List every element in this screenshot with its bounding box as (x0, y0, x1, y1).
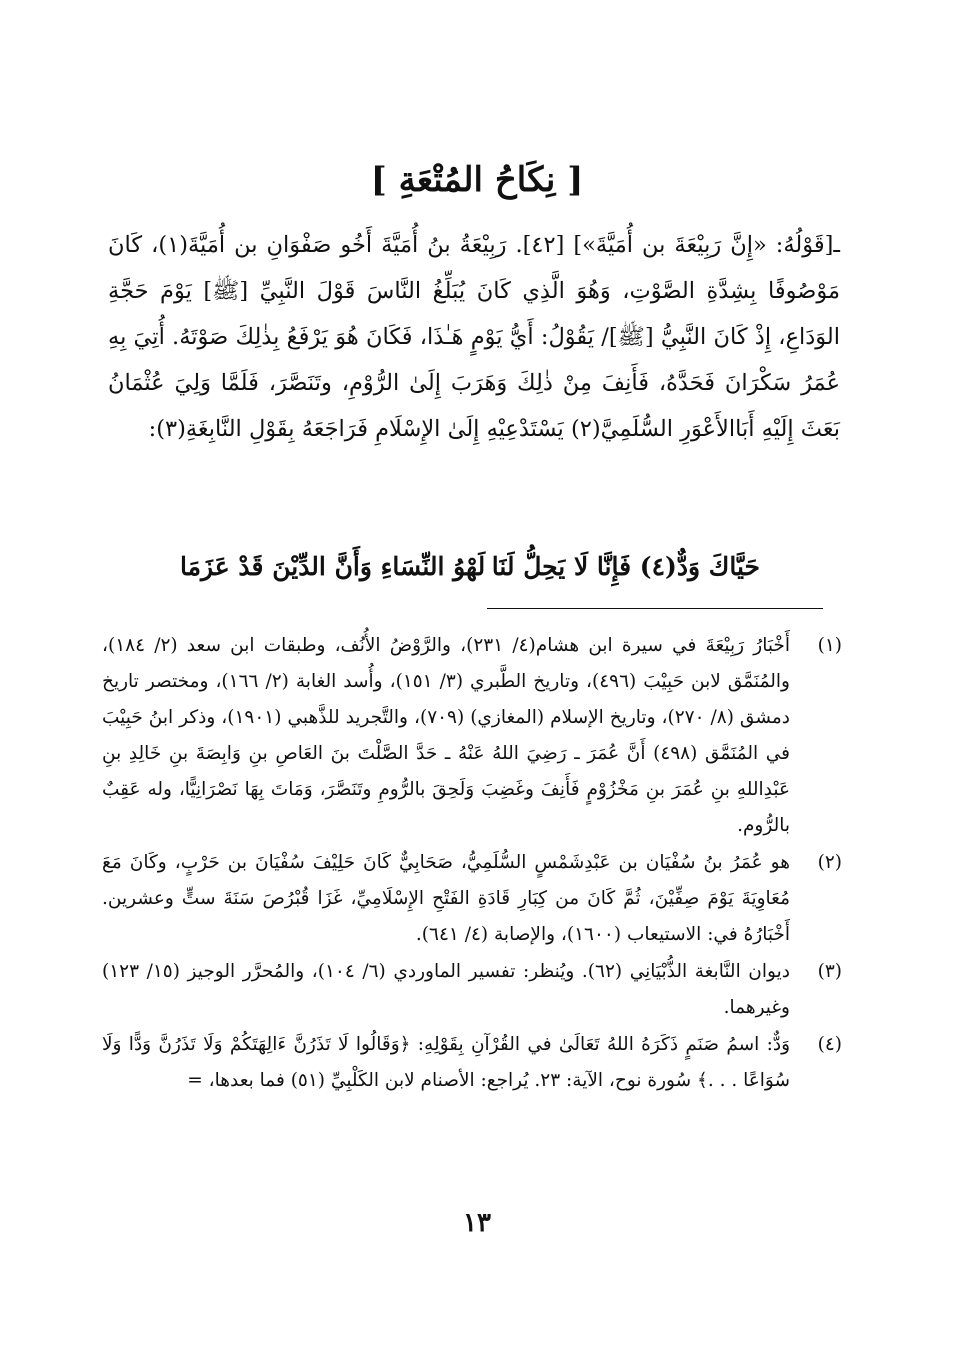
section-heading: [ نِكَاحُ المُتْعَةِ ] (370, 160, 584, 200)
footnote-number: (١) (817, 635, 842, 656)
verse-second-hemistich: لَهْوُ النِّسَاءِ وَأَنَّ الدِّيْنَ قَدْ عَزَمَا (180, 552, 486, 581)
footnote-number: (٢) (817, 852, 842, 873)
body-paragraph: ـ[قَوْلُهُ: «إِنَّ رَبِيْعَةَ بن أُمَيَّةَ»] [٤٢]. رَبِيْعَةُ بنُ أُمَيَّةَ أَخُو صَفْوَانِ بن أُمَيَّةَ(١)، كَانَ مَوْصُوفًا بِشِدَّةِ الصَّوْتِ، وَهُوَ الَّذِي كَانَ يُبَلِّغُ النَّاسَ قَوْلَ النَّبِيِّ [ﷺ] يَوْمَ حَجَّةِ الوَدَاعِ، إِذْ كَانَ النَّبِيُّ [ﷺ]/ يَقُوْلُ: أَيُّ يَوْمٍ هَـٰذَا، فَكَانَ هُوَ يَرْفَعُ بِذٰلِكَ صَوْتَهُ. أُتِيَ بِهِ عُمَرُ سَكْرَانَ فَحَدَّهُ، فَأَنِفَ مِنْ ذٰلِكَ وَهَرَبَ إِلَىٰ الرُّوْمِ، وتَنَصَّرَ، فَلَمَّا وَلِيَ عُثْمَانُ بَعَثَ إِلَيْهِ أَبَاالأَعْوَرِ السُّلَمِيَّ(٢) يَسْتَدْعِيْهِ إِلَىٰ الإِسْلَامِ فَرَاجَعَهُ بِقَوْلِ النَّابِغَةِ(٣): (108, 232, 840, 442)
footnotes (102, 628, 842, 1100)
footnote-divider (487, 608, 823, 609)
footnote-4 (102, 1027, 842, 1099)
footnote-text: أَخْبَارُ رَبِيْعَةَ في سيرة ابن هشام(٤/ ٢٣١)، والرَّوْضُ الأُنُف، وطبقات ابن سعد (٢/ ١٨٤)، والمُنَمَّق لابن حَبِيْبَ (٤٩٦)، وتاريخ الطَّبري (٣/ ١٥١)، وأُسد الغابة (٢/ ١٦٦)، ومختصر تاريخ دمشق (٨/ ٢٧٠)، وتاريخ الإسلام (المغازي) (٧٠٩)، والتَّجريد للذَّهبي (١٩٠١)، وذكر ابنُ حَبِيْبَ في المُنَمَّق (٤٩٨) أَنَّ عُمَرَ ـ رَضِيَ اللهُ عَنْهُ ـ حَدَّ الصَّلْتَ بنَ العَاصِ بنِ وَابِصَةَ بنِ خَالِدِ بنِ عَبْدِاللهِ بنِ عُمَرَ بنِ مَخْزُوْمٍ فَأَنِفَ وغَضِبَ وَلَحِقَ بالرُّومِ وتَنَصَّرَ، وَمَاتَ بِهَا نَصْرَانِيًّا، وله عَقِبٌ بالرُّوم. (102, 635, 790, 836)
verse-first-hemistich: حَيَّاكَ وَدٌّ(٤) فَإِنَّا لَا يَحِلُّ لَنَا (491, 552, 760, 581)
page-number: ١٣ (463, 1208, 491, 1238)
footnote-text: هو عُمَرُ بنُ سُفْيَان بن عَبْدِشَمْسٍ السُّلَمِيُّ، صَحَابِيٌّ كَانَ حَلِيْفَ سُفْيَانَ بن حَرْبٍ، وكَانَ مَعَ مُعَاوِيَةَ يَوْمَ صِفِّيْنَ، ثُمَّ كَانَ من كِبَارِ قَادَةِ الفَتْحِ الإِسْلَامِيِّ، غَزَا قُبْرُصَ سَنَةَ ستٍّ وعشرين. أَخْبَارُهُ في: الاستيعاب (١٦٠٠)، والإصابة (٤/ ٦٤١). (102, 852, 790, 945)
footnote-text: ديوان النَّابغة الذُّبْيَانِي (٦٢). ويُنظر: تفسير الماوردي (٦/ ١٠٤)، والمُحرَّر الوجيز (١٥/ ١٢٣) وغيرهما. (102, 961, 790, 1018)
footnote-1 (102, 628, 842, 844)
footnote-number: (٤) (817, 1034, 842, 1055)
footnote-2 (102, 845, 842, 953)
footnote-3 (102, 954, 842, 1026)
poetry-verse (150, 542, 800, 592)
main-text (108, 222, 840, 452)
footnote-text: وَدٌّ: اسمُ صَنَمٍ ذَكَرَهُ اللهُ تَعَالَىٰ في القُرْآنِ بِقَوْلِهِ: ﴿وَقَالُوا لَا تَذَرُنَّ ءَالِهَتَكُمْ وَلَا تَذَرُنَّ وَدًّا وَلَا سُوَاعًا . . .﴾ سُورة نوح، الآية: ٢٣. يُراجع: الأصنام لابن الكَلْبِيِّ (٥١) فما بعدها، = (102, 1034, 790, 1091)
footnote-number: (٣) (817, 961, 842, 982)
